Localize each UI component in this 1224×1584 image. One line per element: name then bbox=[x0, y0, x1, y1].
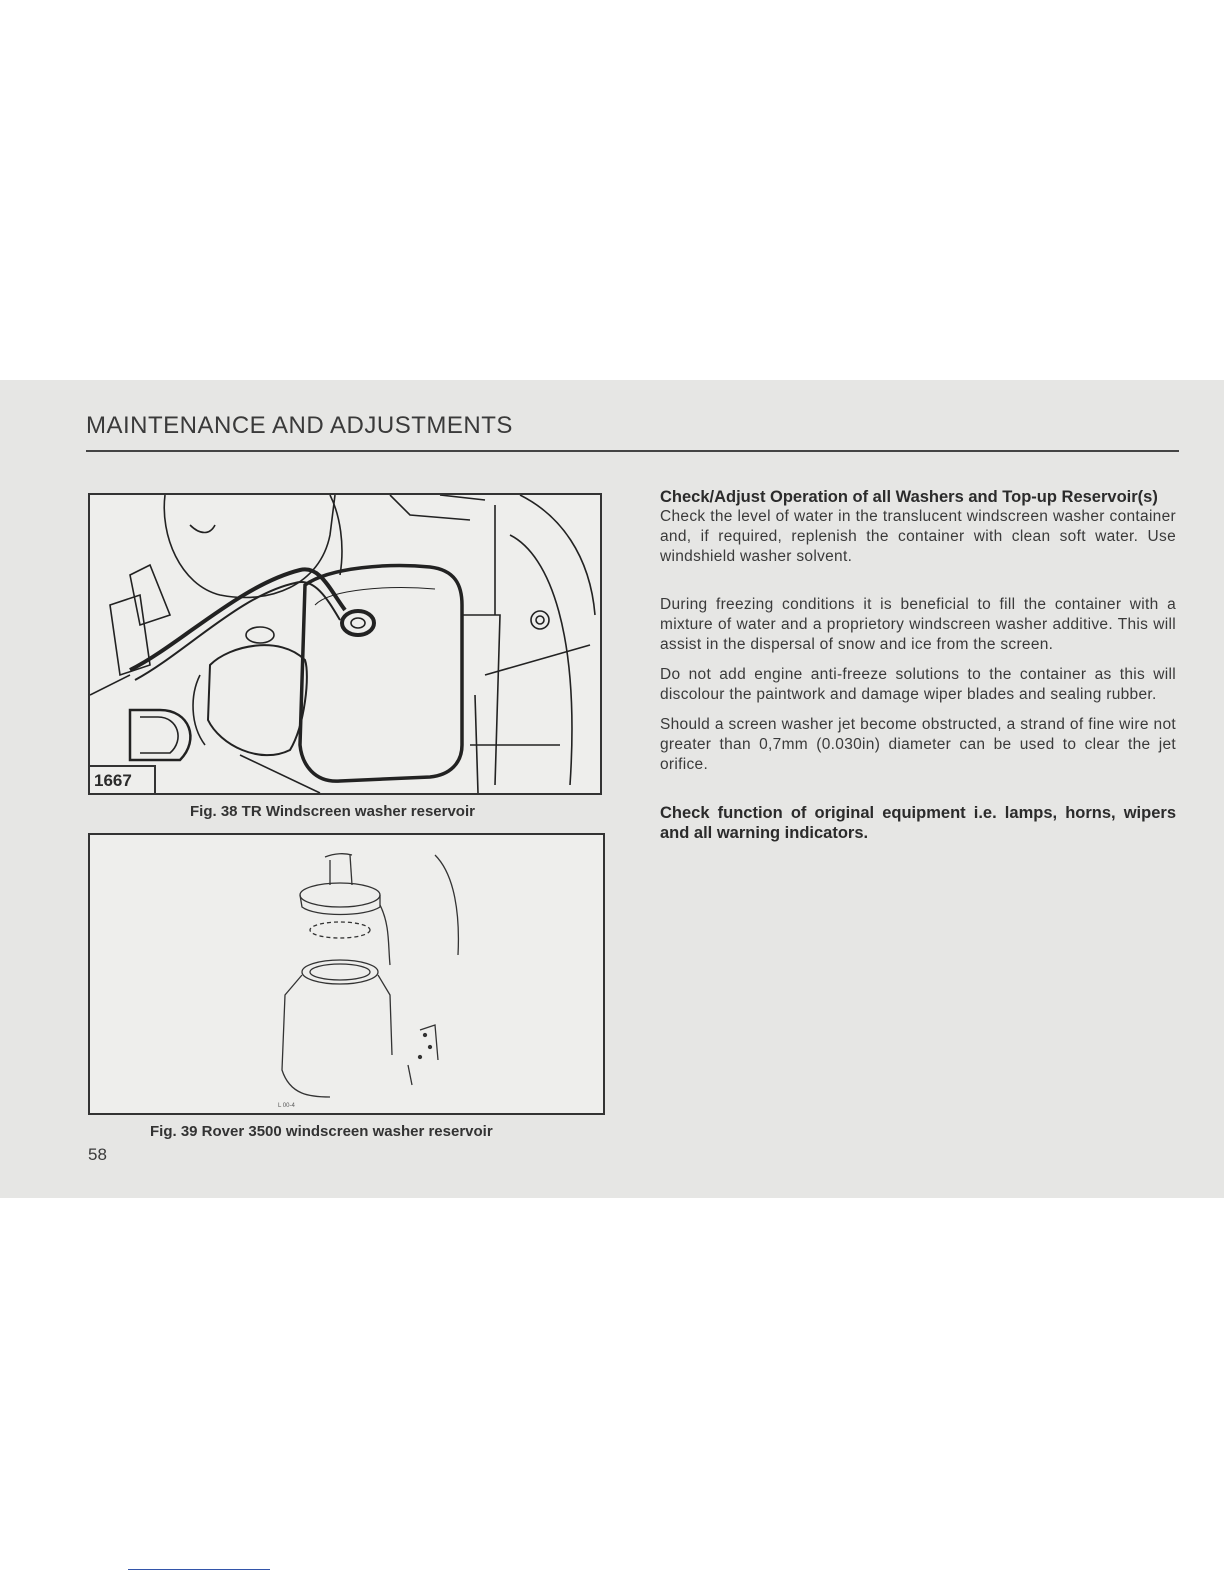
page-number: 58 bbox=[88, 1145, 107, 1164]
figure-38-tr-washer-reservoir bbox=[88, 493, 602, 795]
section-heading-equipment: Check function of original equipment i.e. lamps, horns, wipers and all warning indicators. bbox=[660, 804, 1176, 842]
text-column bbox=[660, 487, 1176, 843]
reservoir-exploded-illustration bbox=[90, 835, 603, 1113]
figure-38-caption: Fig. 38 TR Windscreen washer reservoir bbox=[190, 803, 475, 820]
paragraph-obstructed-jet: Should a screen washer jet become obstructed, a strand of fine wire not greater than 0,7mm (0.030in) diameter can be used to clear the jet orifice. bbox=[660, 716, 1176, 773]
paragraph-antifreeze: Do not add engine anti-freeze solutions to the container as this will discolour the paintwork and damage wiper blades and sealing rubber. bbox=[660, 666, 1176, 703]
figure-39-rover-washer-reservoir bbox=[88, 833, 605, 1115]
figure-39-code: L 00-4 bbox=[278, 1103, 295, 1109]
section-heading: Check/Adjust Operation of all Washers and Top-up Reservoir(s) bbox=[660, 488, 1158, 506]
paragraph-freezing: During freezing conditions it is beneficial to fill the container with a mixture of water and a proprietory windscreen washer additive. This will assist in the dispersal of snow and ice from the screen. bbox=[660, 596, 1176, 653]
figure-39-caption: Fig. 39 Rover 3500 windscreen washer reservoir bbox=[150, 1123, 493, 1140]
engine-bay-illustration bbox=[90, 495, 600, 793]
figure-38-number: 1667 bbox=[90, 765, 156, 793]
footer-rule bbox=[128, 1569, 270, 1570]
header-rule bbox=[86, 450, 1179, 452]
paragraph-check-level: Check the level of water in the translucent windscreen washer container and, if required, replenish the container with clean soft water. Use windshield washer solvent. bbox=[660, 508, 1176, 565]
manual-page bbox=[0, 380, 1224, 1198]
page-header-title: MAINTENANCE AND ADJUSTMENTS bbox=[86, 412, 513, 439]
